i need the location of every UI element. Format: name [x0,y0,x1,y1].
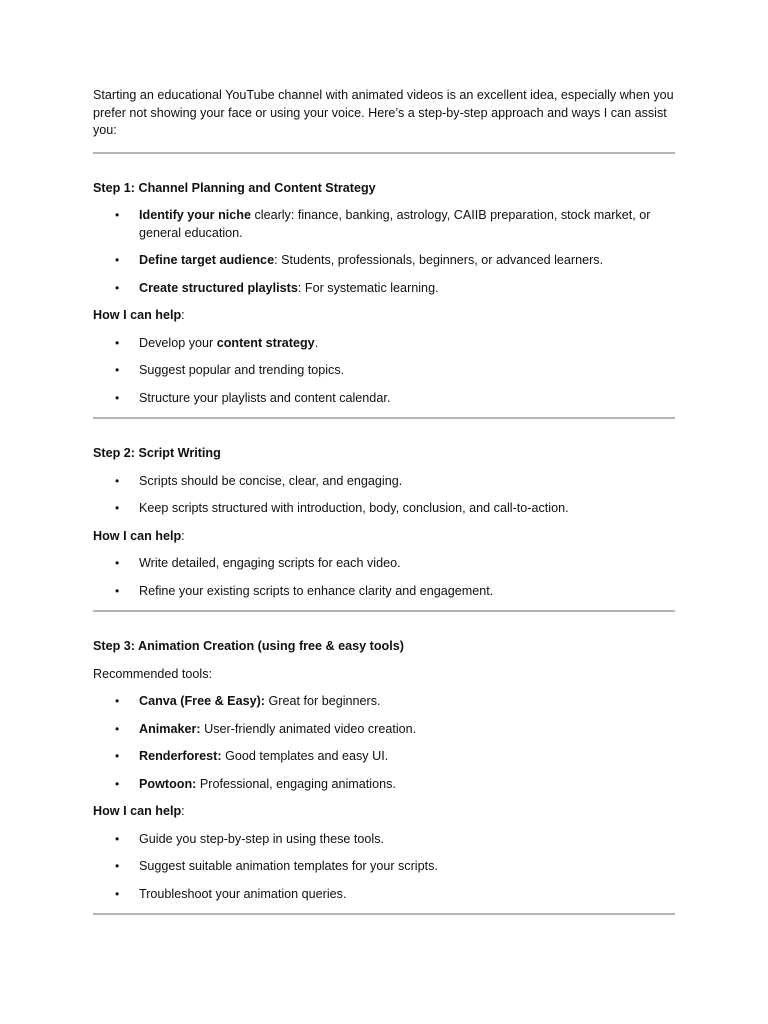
item-text: Great for beginners. [265,694,381,708]
list-item [93,583,675,601]
help-label: How I can help [93,528,182,543]
bullet-icon: • [115,886,120,901]
divider [93,913,675,915]
item-text: Troubleshoot your animation queries. [139,886,347,901]
bullet-icon: • [115,831,120,846]
item-bold: content strategy [216,335,315,350]
item-text: Develop your [139,335,217,350]
bullet-icon: • [115,859,120,873]
bullet-icon: • [115,335,120,350]
item-bold: Powtoon: [139,776,197,791]
list-item [93,858,675,876]
step2-help-list [93,555,675,600]
list-item [93,776,675,794]
list-item [93,390,675,408]
bullet-icon: • [115,694,120,708]
list-item [93,555,675,573]
item-bold: Create structured playlists [139,280,298,295]
bullet-icon: • [115,583,120,598]
item-text: Suggest popular and trending topics. [139,363,345,377]
item-text: Suggest suitable animation templates for your scripts. [139,859,438,873]
step1-list [93,207,675,297]
item-text: . [314,335,319,350]
help-colon: : [181,528,185,543]
item-text: Refine your existing scripts to enhance clarity and engagement. [139,583,494,598]
list-item [93,473,675,491]
bullet-icon: • [115,721,120,736]
item-text: : For systematic learning. [297,280,439,295]
bullet-icon: • [115,253,120,267]
list-item [93,831,675,849]
intro-paragraph: Starting an educational YouTube channel with animated videos is an excellent idea, especially when you prefer not showing your face or using your voice. Here’s a step-by-step approach and ways I can assist you: [93,88,674,137]
list-item [93,500,675,518]
item-text: : Students, professionals, beginners, or advanced learners. [274,253,604,267]
list-item [93,252,675,270]
step2-help-heading [93,528,675,546]
bullet-icon: • [115,776,120,791]
bullet-icon: • [115,556,120,570]
step3-help-heading [93,803,675,821]
bullet-icon: • [115,501,120,515]
help-label: How I can help [93,308,182,322]
help-label: How I can help [93,804,182,818]
item-bold: Animaker: [139,721,201,736]
bullet-icon: • [115,473,120,488]
bullet-icon: • [115,363,120,377]
item-text: Scripts should be concise, clear, and engaging. [139,473,403,488]
step3-title: Step 3: Animation Creation (using free & easy tools) [93,639,404,653]
item-text: Structure your playlists and content calendar. [139,390,391,405]
divider [93,417,675,419]
step1-title: Step 1: Channel Planning and Content Strategy [93,180,376,195]
step1-help-heading [93,307,675,325]
bullet-icon: • [115,208,120,222]
step2-title: Step 2: Script Writing [93,446,221,460]
list-item [93,721,675,739]
item-text: clearly: finance, banking, astrology, CAIIB preparation, stock market, or general education. [139,208,651,240]
item-text: Guide you step-by-step in using these tools. [139,831,385,846]
divider [93,152,675,154]
divider [93,610,675,612]
list-item [93,886,675,904]
list-item [93,362,675,380]
item-text: Professional, engaging animations. [196,776,396,791]
step2-list [93,473,675,518]
item-bold: Renderforest: [139,749,222,763]
step3-help-list [93,831,675,904]
item-bold: Identify your niche [139,208,251,222]
bullet-icon: • [115,390,120,405]
bullet-icon: • [115,280,120,295]
tools-list [93,693,675,793]
bullet-icon: • [115,749,120,763]
item-text: Keep scripts structured with introduction, body, conclusion, and call-to-action. [139,501,569,515]
document-page [93,87,675,915]
item-text: User-friendly animated video creation. [200,721,417,736]
help-colon: : [181,804,185,818]
list-item [93,207,675,242]
item-bold: Define target audience [139,253,275,267]
list-item [93,280,675,298]
tools-label: Recommended tools: [93,666,213,681]
item-text: Good templates and easy UI. [221,749,389,763]
step1-help-list [93,335,675,408]
list-item [93,693,675,711]
item-bold: Canva (Free & Easy): [139,694,265,708]
list-item [93,748,675,766]
help-colon: : [181,308,185,322]
list-item [93,335,675,353]
item-text: Write detailed, engaging scripts for each video. [139,556,401,570]
